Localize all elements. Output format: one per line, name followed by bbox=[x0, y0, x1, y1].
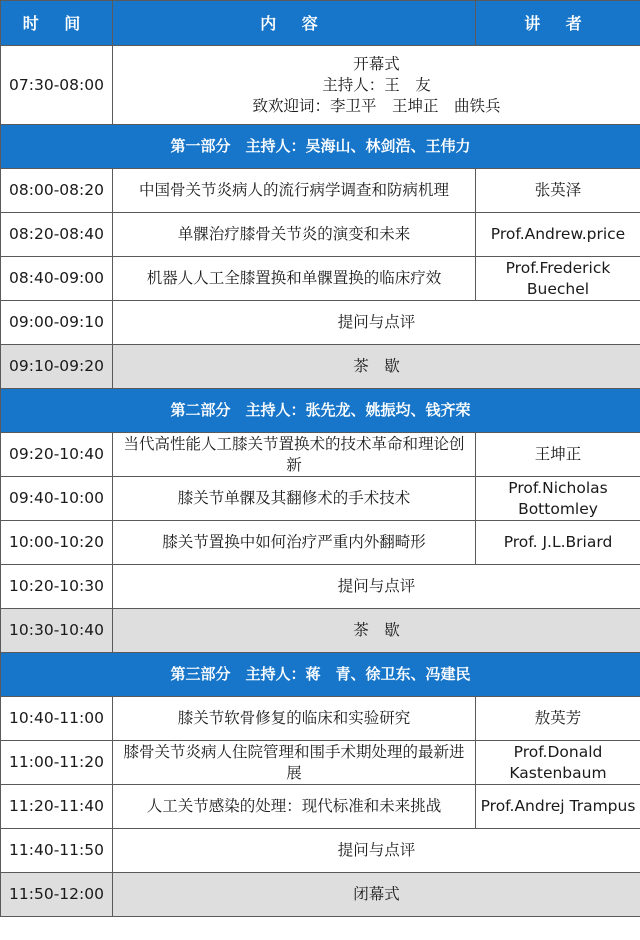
table-row bbox=[1, 741, 640, 785]
header-speaker: 讲 者 bbox=[476, 1, 640, 46]
break-row bbox=[1, 609, 640, 653]
table-row bbox=[1, 213, 640, 257]
header-time: 时 间 bbox=[1, 1, 113, 46]
qa-row bbox=[1, 565, 640, 609]
opening-welcome: 致欢迎词：李卫平 王坤正 曲铁兵 bbox=[252, 96, 501, 115]
table-row bbox=[1, 477, 640, 521]
section-title: 第二部分 主持人：张先龙、姚振均、钱齐荣 bbox=[1, 389, 640, 433]
speaker-cell: Prof. J.L.Briard bbox=[476, 521, 640, 565]
section-title: 第三部分 主持人：蒋 青、徐卫东、冯建民 bbox=[1, 653, 640, 697]
table-header-row bbox=[1, 1, 640, 46]
topic-cell: 膝关节软骨修复的临床和实验研究 bbox=[113, 697, 476, 741]
topic-cell: 膝关节置换中如何治疗严重内外翻畸形 bbox=[113, 521, 476, 565]
speaker-cell: 敖英芳 bbox=[476, 697, 640, 741]
speaker-cell: Prof.Donald Kastenbaum bbox=[476, 741, 640, 785]
time-cell: 10:20-10:30 bbox=[1, 565, 113, 609]
topic-cell: 机器人人工全膝置换和单髁置换的临床疗效 bbox=[113, 257, 476, 301]
qa-label: 提问与点评 bbox=[113, 301, 640, 345]
section-header-1 bbox=[1, 125, 640, 169]
topic-cell: 当代高性能人工膝关节置换术的技术革命和理论创新 bbox=[113, 433, 476, 477]
table-row bbox=[1, 521, 640, 565]
opening-row bbox=[1, 46, 640, 125]
time-cell: 10:00-10:20 bbox=[1, 521, 113, 565]
speaker-cell: Prof.Frederick Buechel bbox=[476, 257, 640, 301]
time-cell: 09:10-09:20 bbox=[1, 345, 113, 389]
break-label: 茶 歇 bbox=[113, 609, 640, 653]
time-cell: 09:00-09:10 bbox=[1, 301, 113, 345]
section-header-2 bbox=[1, 389, 640, 433]
topic-cell: 中国骨关节炎病人的流行病学调查和防病机理 bbox=[113, 169, 476, 213]
table-row bbox=[1, 697, 640, 741]
table-row bbox=[1, 433, 640, 477]
opening-content bbox=[113, 46, 640, 125]
opening-host: 主持人：王 友 bbox=[322, 75, 431, 94]
topic-cell: 人工关节感染的处理：现代标准和未来挑战 bbox=[113, 785, 476, 829]
table-row bbox=[1, 257, 640, 301]
time-cell: 07:30-08:00 bbox=[1, 46, 113, 125]
qa-row bbox=[1, 829, 640, 873]
closing-label: 闭幕式 bbox=[113, 873, 640, 917]
topic-cell: 单髁治疗膝骨关节炎的演变和未来 bbox=[113, 213, 476, 257]
topic-cell: 膝关节单髁及其翻修术的手术技术 bbox=[113, 477, 476, 521]
time-cell: 10:40-11:00 bbox=[1, 697, 113, 741]
section-title: 第一部分 主持人：吴海山、林剑浩、王伟力 bbox=[1, 125, 640, 169]
speaker-cell: Prof.Andrej Trampus bbox=[476, 785, 640, 829]
time-cell: 11:20-11:40 bbox=[1, 785, 113, 829]
speaker-cell: Prof.Nicholas Bottomley bbox=[476, 477, 640, 521]
break-row bbox=[1, 345, 640, 389]
section-header-3 bbox=[1, 653, 640, 697]
time-cell: 11:40-11:50 bbox=[1, 829, 113, 873]
break-label: 茶 歇 bbox=[113, 345, 640, 389]
time-cell: 11:50-12:00 bbox=[1, 873, 113, 917]
time-cell: 09:20-10:40 bbox=[1, 433, 113, 477]
qa-row bbox=[1, 301, 640, 345]
qa-label: 提问与点评 bbox=[113, 565, 640, 609]
time-cell: 11:00-11:20 bbox=[1, 741, 113, 785]
table-row bbox=[1, 785, 640, 829]
table-row bbox=[1, 169, 640, 213]
header-content: 内 容 bbox=[113, 1, 476, 46]
speaker-cell: Prof.Andrew.price bbox=[476, 213, 640, 257]
qa-label: 提问与点评 bbox=[113, 829, 640, 873]
time-cell: 08:00-08:20 bbox=[1, 169, 113, 213]
closing-row bbox=[1, 873, 640, 917]
opening-title: 开幕式 bbox=[353, 54, 400, 73]
time-cell: 09:40-10:00 bbox=[1, 477, 113, 521]
time-cell: 08:20-08:40 bbox=[1, 213, 113, 257]
topic-cell: 膝骨关节炎病人住院管理和围手术期处理的最新进展 bbox=[113, 741, 476, 785]
time-cell: 10:30-10:40 bbox=[1, 609, 113, 653]
speaker-cell: 王坤正 bbox=[476, 433, 640, 477]
speaker-cell: 张英泽 bbox=[476, 169, 640, 213]
time-cell: 08:40-09:00 bbox=[1, 257, 113, 301]
